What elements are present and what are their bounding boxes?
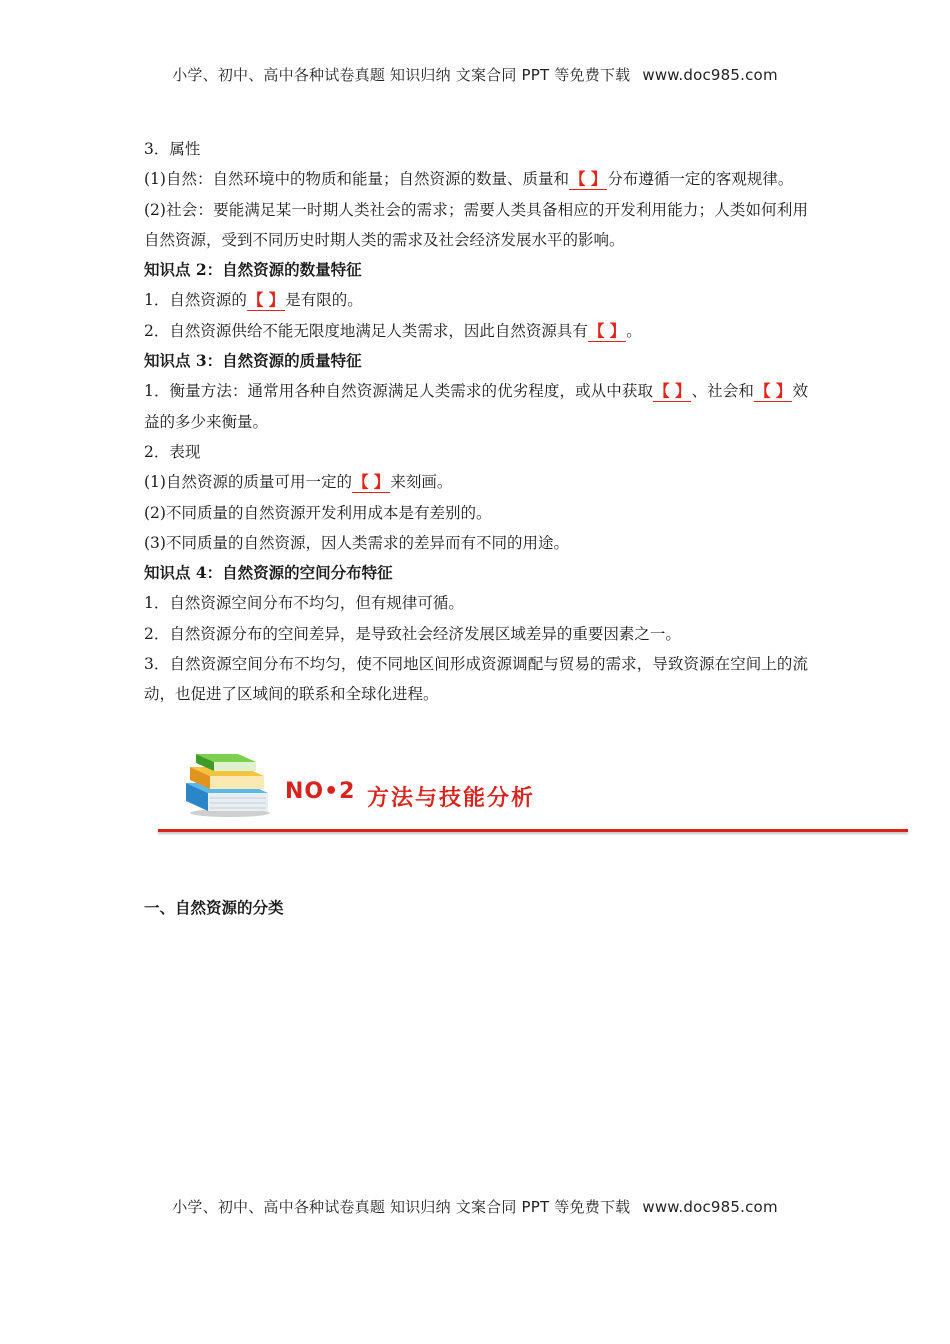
books-icon <box>180 745 272 817</box>
footer-site-link[interactable]: www.doc985.com <box>642 1198 778 1216</box>
fill-blank[interactable]: 【 】 <box>654 381 691 401</box>
footer-text: 小学、初中、高中各种试卷真题 知识归纳 文案合同 PPT 等免费下载 <box>172 1198 631 1216</box>
paragraph-quality-2-1: (1)自然资源的质量可用一定的【 】来刻画。 <box>144 472 453 492</box>
section-number: NO•2 <box>285 779 356 804</box>
paragraph-social-attribute: (2)社会：要能满足某一时期人类社会的需求；需要人类具备相应的开发利用能力；人类如何利用自然资源，受到不同历史时期人类的需求及社会经济发展水平的影响。 <box>144 200 808 249</box>
paragraph-spatial-3: 3．自然资源空间分布不均匀，使不同地区间形成资源调配与贸易的需求，导致资源在空间上的流动，也促进了区域间的联系和全球化进程。 <box>144 655 808 704</box>
paragraph-quality-2: 2．表现 <box>144 442 201 461</box>
paragraph-quality-2-3: (3)不同质量的自然资源，因人类需求的差异而有不同的用途。 <box>144 533 569 552</box>
knowledge-point-3-heading: 知识点 3：自然资源的质量特征 <box>144 351 362 371</box>
attribute-heading: 3．属性 <box>144 140 201 158</box>
fill-blank[interactable]: 【 】 <box>247 290 285 310</box>
section-title: 方法与技能分析 <box>367 786 536 811</box>
paragraph-quality-2-2: (2)不同质量的自然资源开发利用成本是有差别的。 <box>144 503 492 522</box>
page-header <box>0 64 950 85</box>
knowledge-point-4-heading: 知识点 4：自然资源的空间分布特征 <box>144 563 393 583</box>
document-body <box>144 134 808 710</box>
fill-blank[interactable]: 【 】 <box>569 169 607 189</box>
paragraph-spatial-1: 1．自然资源空间分布不均匀，但有规律可循。 <box>144 594 464 613</box>
paragraph-quantity-2: 2．自然资源供给不能无限度地满足人类需求，因此自然资源具有【 】。 <box>144 320 642 340</box>
section-heading: 一、自然资源的分类 <box>144 898 284 917</box>
paragraph-quantity-1: 1．自然资源的【 】是有限的。 <box>144 290 363 310</box>
paragraph-natural-attribute: (1)自然：自然环境中的物质和能量；自然资源的数量、质量和【 】分布遵循一定的客观规律。 <box>144 169 794 189</box>
fill-blank[interactable]: 【 】 <box>588 320 626 340</box>
fill-blank[interactable]: 【 】 <box>754 381 792 401</box>
knowledge-point-2-heading: 知识点 2：自然资源的数量特征 <box>144 260 362 280</box>
page-footer <box>0 1196 950 1217</box>
paragraph-spatial-2: 2．自然资源分布的空间差异，是导致社会经济发展区域差异的重要因素之一。 <box>144 624 681 643</box>
banner-divider <box>158 829 908 832</box>
fill-blank[interactable]: 【 】 <box>352 472 390 492</box>
header-text: 小学、初中、高中各种试卷真题 知识归纳 文案合同 PPT 等免费下载 <box>172 66 631 84</box>
section-banner <box>158 745 908 840</box>
header-site-link[interactable]: www.doc985.com <box>642 66 778 84</box>
paragraph-quality-1: 1．衡量方法：通常用各种自然资源满足人类需求的优劣程度，或从中获取【 】、社会和【 】效益的多少来衡量。 <box>144 381 808 431</box>
